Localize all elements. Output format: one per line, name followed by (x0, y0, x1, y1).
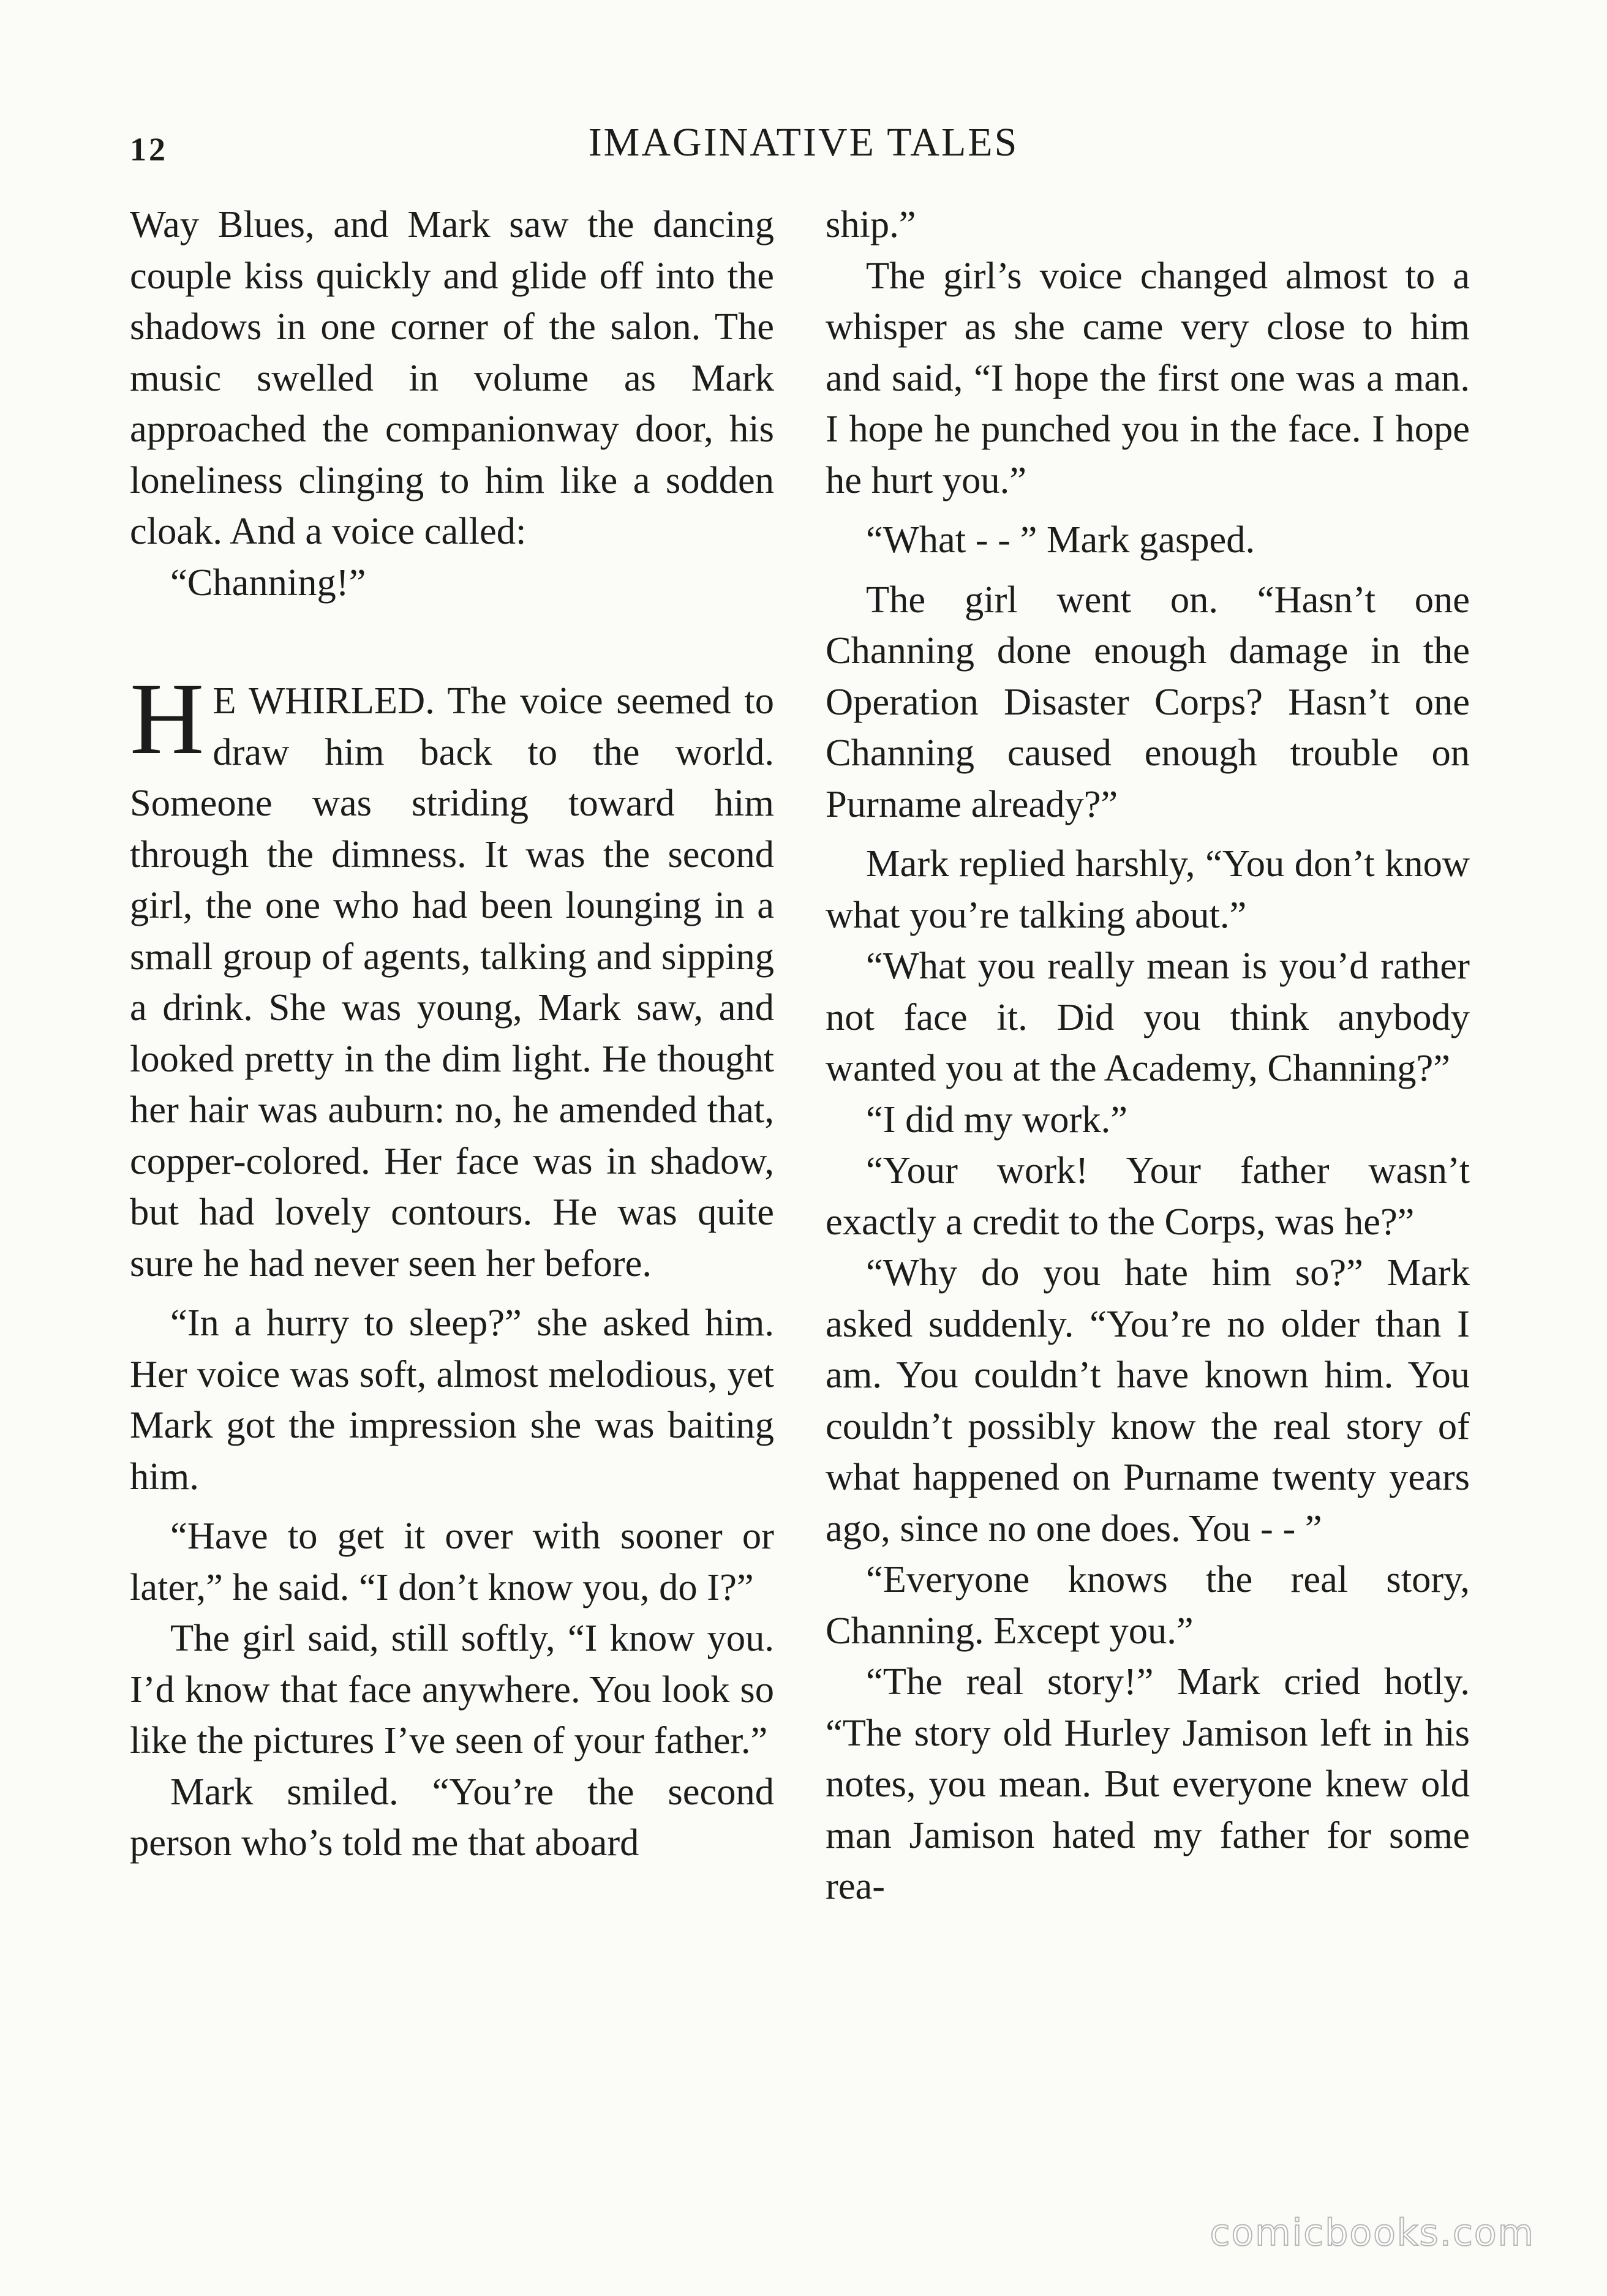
paragraph: “Channing!” (170, 560, 366, 604)
watermark: comicbooks.com (1210, 2212, 1535, 2254)
section-break (130, 608, 774, 675)
page-number: 12 (130, 131, 168, 168)
paragraph: Way Blues, and Mark saw the dancing couple kiss quickly and glide off into the shadows in one corner of the salon. The music swelled in volume as Mark approached the companionway door, his loneliness clinging to him like a sodden cloak. And a voice called: (130, 203, 774, 552)
page-header (130, 119, 1477, 174)
paragraph: “Your work! Your father wasn’t exactly a credit to the Corps, was he?” (826, 1149, 1470, 1243)
paragraph: The girl’s voice changed almost to a whisper as she came very close to him and said, “I hope the first one was a man. I hope he punched you in the face. I hope he hurt you.” (826, 253, 1470, 501)
paragraph: ship.” (826, 203, 916, 246)
paragraph-text: E WHIRLED. The voice seemed to draw him back to the world. Someone was striding toward him through the dimness. It was the second girl, the one who had been lounging in a small group of agents, talking and sipping a drink. She was young, Mark saw, and looked pretty in the dim light. He thought her hair was auburn: no, he amended that, copper-colored. Her face was in shadow, but had lovely contours. He was quite sure he had never seen her before. (130, 679, 774, 1285)
paragraph: “What - - ” Mark gasped. (866, 518, 1255, 561)
left-column (130, 199, 774, 1869)
paragraph: “Everyone knows the real story, Channing. Except you.” (826, 1558, 1470, 1652)
paragraph: The girl said, still softly, “I know you. I’d know that face anywhere. You look so like the pictures I’ve seen of your father.” (130, 1616, 774, 1761)
drop-cap: H (130, 662, 205, 776)
paragraph: Mark smiled. “You’re the second person who’s told me that aboard (130, 1769, 774, 1864)
paragraph: “In a hurry to sleep?” she asked him. Her voice was soft, almost melodious, yet Mark got the impression she was baiting him. (130, 1301, 774, 1498)
paragraph-with-drop-cap (130, 662, 774, 1289)
paragraph: Mark replied harshly, “You don’t know what you’re talking about.” (826, 842, 1470, 936)
paragraph: “I did my work.” (866, 1097, 1127, 1141)
right-column (826, 199, 1470, 1912)
paragraph: “What you really mean is you’d rather not face it. Did you think anybody wanted you at the Academy, Channing?” (826, 944, 1470, 1089)
running-title: IMAGINATIVE TALES (588, 120, 1019, 165)
paragraph: The girl went on. “Hasn’t one Channing done enough damage in the Operation Disaster Corps? Hasn’t one Channing caused enough trouble on Purname already?” (826, 577, 1470, 825)
paragraph: “Have to get it over with sooner or later,” he said. “I don’t know you, do I?” (130, 1514, 774, 1608)
paragraph: “The real story!” Mark cried hotly. “The story old Hurley Jamison left in his notes, you mean. But everyone knew old man Jamison hated my father for some rea- (826, 1660, 1470, 1907)
paragraph: “Why do you hate him so?” Mark asked suddenly. “You’re no older than I am. You couldn’t have known him. You couldn’t possibly know the real story of what happened on Purname twenty years ago, since no one does. You - - ” (826, 1251, 1470, 1550)
